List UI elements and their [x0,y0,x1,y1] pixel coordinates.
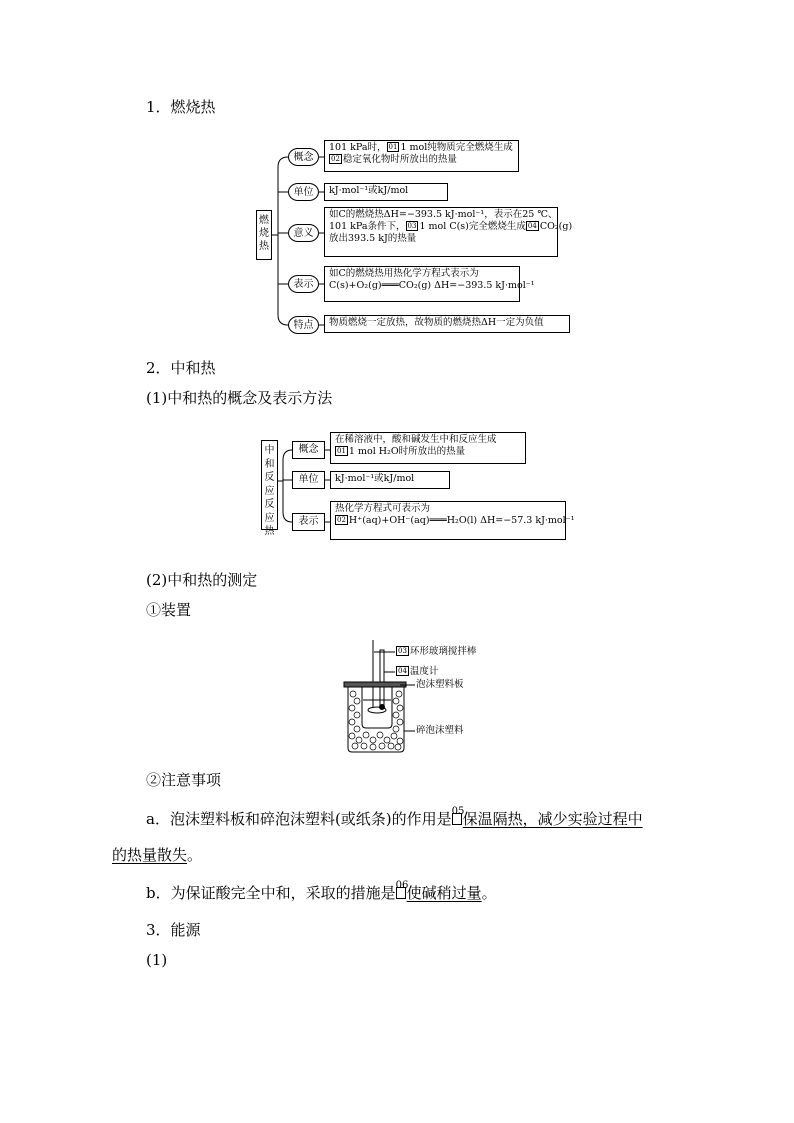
n-unit-text: kJ·mol⁻¹或kJ/mol [335,473,415,484]
blank-number-badge: 02 [337,516,346,524]
blank-number-badge: 04 [527,222,537,230]
neutralization-root [261,440,278,537]
blank-number-badge: 04 [398,667,407,675]
note-a-line-2 [112,845,202,865]
note-b-line [146,880,497,903]
feature-text: 物质燃烧一定放热，故物质的燃烧热ΔH一定为负值 [329,317,544,328]
branch-expression-box [324,266,535,302]
blank-number-badge: 02 [331,155,340,163]
answer-blank-marker [395,880,409,899]
blank-number-badge: 01 [337,447,346,455]
meaning-line-2b: 1 mol C(s)完全燃烧生成 [419,221,526,232]
n-branch-expression-label: 表示 [292,513,325,531]
combustion-heat-root [256,210,272,260]
meaning-line-2a: 101 kPa条件下， [329,221,406,232]
section-1-title: 1．燃烧热 [146,98,216,116]
n-branch-concept-label: 概念 [292,441,325,459]
expression-line-1: 如C的燃烧热用热化学方程式表示为 [329,268,479,279]
answer-blank-marker [451,806,465,825]
apparatus-title: ①装置 [146,601,192,619]
branch-unit-box [324,183,448,201]
note-b-end: 。 [481,884,497,902]
label-thermometer [396,666,438,678]
blank-number-badge: 01 [388,143,398,151]
n-expression-line-2: H⁺(aq)+OH⁻(aq)═══H₂O(l) ΔH=−57.3 kJ·mol⁻¹ [348,515,575,526]
concept-line-1: 101 kPa时， [329,142,387,153]
label-foam-board: 泡沫塑料板 [416,679,464,690]
branch-meaning-box [324,207,573,257]
branch-expression-label: 表示 [288,275,319,293]
concept-line-3: 稳定氧化物时所放出的热量 [342,154,457,165]
section-2-sub-2: (2)中和热的测定 [146,571,258,589]
answer-blank-number: 05 [451,806,465,817]
unit-text: kJ·mol⁻¹或kJ/mol [329,185,409,196]
n-concept-line-1: 在稀溶液中，酸和碱发生中和反应生成 [335,434,497,445]
meaning-line-3: 放出393.5 kJ的热量 [329,233,417,244]
note-a-answer-1: 保温隔热，减少实验过程中 [462,810,643,828]
notes-title: ②注意事项 [146,771,222,789]
branch-concept-label: 概念 [288,148,319,166]
note-b-prefix: b．为保证酸完全中和，采取的措施是 [146,884,396,902]
blank-number-badge: 03 [398,647,407,655]
label-stirrer-text: 环形玻璃搅拌棒 [409,646,477,657]
branch-feature-label: 特点 [288,316,319,334]
label-stirrer [396,646,476,658]
meaning-line-2c: CO₂(g) [539,221,573,232]
n-branch-concept-box [330,432,526,464]
section-3-title: 3．能源 [146,921,201,939]
n-branch-unit-box [330,471,450,489]
note-a-answer-2: 的热量散失 [112,846,188,864]
concept-line-2: 1 mol纯物质完全燃烧生成 [400,142,513,153]
branch-unit-label: 单位 [288,183,319,201]
expression-line-2: C(s)+O₂(g)═══CO₂(g) ΔH=−393.5 kJ·mol⁻¹ [329,280,535,291]
note-a-prefix: a．泡沫塑料板和碎泡沫塑料(或纸条)的作用是 [146,810,452,828]
meaning-line-1: 如C的燃烧热ΔH=−393.5 kJ·mol⁻¹，表示在25 ℃、 [329,209,558,220]
n-branch-expression-box [330,501,575,540]
note-a-line-1 [146,806,643,829]
combustion-heat-root-text: 燃烧热 [259,215,269,252]
branch-feature-box [324,315,570,333]
label-thermometer-text: 温度计 [409,666,439,677]
n-concept-line-2: 1 mol H₂O时所放出的热量 [348,446,466,457]
note-b-answer: 使碱稍过量 [406,884,482,902]
note-a-end: 。 [187,846,203,864]
section-2-title: 2．中和热 [146,359,216,377]
section-2-sub-1: (1)中和热的概念及表示方法 [146,389,333,407]
branch-concept-box [324,140,519,172]
neutralization-root-text: 中和反应反应热 [264,445,275,537]
section-3-sub-1: (1) [146,951,168,969]
answer-blank-number: 06 [395,880,409,891]
label-foam-fragments: 碎泡沫塑料 [416,725,464,736]
branch-meaning-label: 意义 [288,224,319,242]
n-expression-line-1: 热化学方程式可表示为 [335,503,431,514]
n-branch-unit-label: 单位 [292,471,325,489]
blank-number-badge: 03 [407,222,417,230]
